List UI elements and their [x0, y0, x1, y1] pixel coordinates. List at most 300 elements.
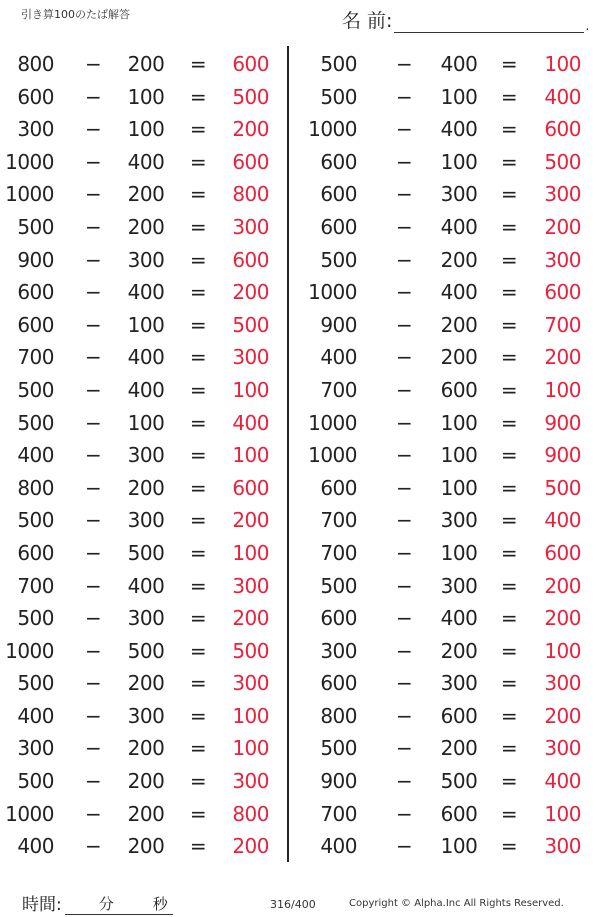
minuend: 1000 [5, 801, 54, 826]
minus-sign: − [396, 671, 413, 696]
equals-sign: = [500, 671, 518, 696]
problem-row [0, 635, 285, 668]
subtrahend: 200 [440, 638, 478, 663]
minuend: 1000 [5, 182, 54, 207]
equals-sign: = [500, 540, 518, 565]
problem-row [0, 178, 285, 211]
minus-sign: − [85, 606, 102, 631]
minuend: 900 [320, 769, 357, 794]
minus-sign: − [396, 247, 413, 272]
equals-sign: = [189, 410, 207, 435]
answer: 200 [232, 280, 269, 305]
answer: 500 [544, 475, 581, 500]
minus-sign: − [85, 573, 102, 598]
minuend: 800 [17, 52, 54, 76]
subtrahend: 300 [440, 508, 478, 533]
problem-row [0, 48, 285, 81]
subtrahend: 400 [440, 214, 478, 239]
minus-sign: − [396, 769, 413, 794]
answer: 200 [544, 214, 581, 239]
problem-row [0, 700, 285, 733]
minus-sign: − [396, 52, 413, 76]
equals-sign: = [189, 443, 207, 468]
answer: 100 [544, 638, 581, 663]
equals-sign: = [189, 703, 207, 728]
subtrahend: 100 [127, 117, 165, 142]
subtrahend: 200 [127, 834, 165, 859]
equals-sign: = [500, 214, 518, 239]
answer: 300 [544, 671, 581, 696]
equals-sign: = [189, 638, 207, 663]
minus-sign: − [396, 345, 413, 370]
subtrahend: 400 [127, 149, 165, 174]
minus-sign: − [396, 638, 413, 663]
minuend: 300 [320, 638, 357, 663]
answer: 300 [232, 345, 269, 370]
minuend: 700 [17, 573, 54, 598]
subtrahend: 200 [127, 52, 165, 76]
equals-sign: = [189, 280, 207, 305]
subtrahend: 300 [127, 703, 165, 728]
problem-row [312, 602, 597, 635]
answer: 700 [544, 312, 581, 337]
problem-row [312, 765, 597, 798]
problem-row [312, 635, 597, 668]
answer: 800 [232, 801, 269, 826]
problem-row [0, 504, 285, 537]
subtrahend: 600 [440, 703, 478, 728]
subtrahend: 200 [127, 214, 165, 239]
subtrahend: 200 [440, 247, 478, 272]
minuend: 500 [17, 508, 54, 533]
problem-row [312, 309, 597, 342]
minutes-label: 分 [98, 895, 114, 913]
minus-sign: − [85, 638, 102, 663]
answer: 300 [544, 182, 581, 207]
minus-sign: − [396, 443, 413, 468]
equals-sign: = [500, 475, 518, 500]
equals-sign: = [500, 508, 518, 533]
answer: 600 [232, 52, 269, 76]
problem-row [0, 765, 285, 798]
answer: 300 [232, 671, 269, 696]
minuend: 500 [17, 214, 54, 239]
equals-sign: = [189, 149, 207, 174]
answer: 200 [544, 703, 581, 728]
copyright-notice: Copyright © Alpha.Inc All Rights Reserved. [349, 898, 564, 909]
subtrahend: 500 [127, 638, 165, 663]
minus-sign: − [396, 736, 413, 761]
problem-row [312, 830, 597, 863]
equals-sign: = [500, 801, 518, 826]
equals-sign: = [189, 508, 207, 533]
minus-sign: − [396, 149, 413, 174]
problem-row [0, 667, 285, 700]
minuend: 600 [320, 475, 357, 500]
name-label: 名 前: [342, 10, 393, 32]
minuend: 300 [17, 117, 54, 142]
subtrahend: 600 [440, 377, 478, 402]
equals-sign: = [189, 117, 207, 142]
equals-sign: = [500, 117, 518, 142]
problem-row [0, 341, 285, 374]
subtrahend: 200 [127, 182, 165, 207]
equals-sign: = [189, 182, 207, 207]
equals-sign: = [500, 84, 518, 109]
subtrahend: 200 [127, 736, 165, 761]
problem-row [312, 374, 597, 407]
answer: 500 [232, 638, 269, 663]
equals-sign: = [189, 312, 207, 337]
minus-sign: − [85, 377, 102, 402]
minus-sign: − [396, 182, 413, 207]
answer: 200 [544, 573, 581, 598]
problem-row [308, 113, 597, 146]
subtrahend: 500 [127, 540, 165, 565]
equals-sign: = [500, 606, 518, 631]
problem-row [0, 602, 285, 635]
equals-sign: = [500, 638, 518, 663]
right-problem-column [308, 48, 597, 863]
minus-sign: − [85, 410, 102, 435]
subtrahend: 400 [440, 52, 478, 76]
answer: 300 [232, 573, 269, 598]
minuend: 1000 [308, 117, 357, 142]
minuend: 700 [320, 540, 357, 565]
minuend: 800 [320, 703, 357, 728]
answer: 400 [544, 508, 581, 533]
problem-row [0, 407, 285, 440]
minus-sign: − [85, 52, 102, 76]
subtrahend: 300 [127, 508, 165, 533]
subtrahend: 100 [440, 540, 478, 565]
minuend: 500 [17, 377, 54, 402]
subtrahend: 100 [127, 312, 165, 337]
problem-row [312, 732, 597, 765]
answer: 100 [232, 443, 269, 468]
subtrahend: 300 [440, 671, 478, 696]
seconds-label: 秒 [152, 895, 168, 913]
equals-sign: = [189, 377, 207, 402]
minuend: 400 [320, 345, 357, 370]
equals-sign: = [189, 573, 207, 598]
equals-sign: = [500, 247, 518, 272]
minuend: 600 [17, 540, 54, 565]
minus-sign: − [85, 671, 102, 696]
subtrahend: 200 [127, 671, 165, 696]
minuend: 600 [17, 280, 54, 305]
answer: 600 [544, 540, 581, 565]
subtrahend: 400 [440, 117, 478, 142]
answer: 500 [232, 84, 269, 109]
minus-sign: − [396, 508, 413, 533]
minus-sign: − [85, 84, 102, 109]
equals-sign: = [189, 606, 207, 631]
subtrahend: 100 [127, 84, 165, 109]
equals-sign: = [500, 703, 518, 728]
equals-sign: = [189, 475, 207, 500]
problem-row [0, 276, 285, 309]
minuend: 600 [320, 149, 357, 174]
answer: 300 [544, 834, 581, 859]
equals-sign: = [500, 834, 518, 859]
minuend: 900 [320, 312, 357, 337]
subtrahend: 300 [440, 182, 478, 207]
minuend: 1000 [308, 280, 357, 305]
answer: 500 [232, 312, 269, 337]
minus-sign: − [85, 280, 102, 305]
subtrahend: 300 [127, 247, 165, 272]
problem-row [312, 211, 597, 244]
subtrahend: 500 [440, 769, 478, 794]
minus-sign: − [396, 280, 413, 305]
minus-sign: − [396, 801, 413, 826]
subtrahend: 300 [127, 443, 165, 468]
problem-row [312, 472, 597, 505]
equals-sign: = [189, 769, 207, 794]
subtrahend: 300 [440, 573, 478, 598]
minuend: 300 [17, 736, 54, 761]
minuend: 400 [320, 834, 357, 859]
answer: 900 [544, 443, 581, 468]
answer: 900 [544, 410, 581, 435]
minuend: 500 [320, 84, 357, 109]
minuend: 600 [17, 84, 54, 109]
minuend: 1000 [5, 149, 54, 174]
equals-sign: = [500, 280, 518, 305]
equals-sign: = [189, 834, 207, 859]
subtrahend: 100 [440, 410, 478, 435]
answer: 600 [232, 149, 269, 174]
problem-row [0, 374, 285, 407]
answer: 100 [544, 801, 581, 826]
answer: 100 [544, 52, 581, 76]
problem-row [0, 472, 285, 505]
problem-row [0, 211, 285, 244]
answer: 300 [544, 736, 581, 761]
name-blank-line [394, 10, 584, 33]
minuend: 700 [17, 345, 54, 370]
subtrahend: 100 [127, 410, 165, 435]
subtrahend: 600 [440, 801, 478, 826]
time-label: 時間: [22, 895, 62, 915]
subtrahend: 200 [440, 736, 478, 761]
minus-sign: − [85, 247, 102, 272]
problem-row [0, 81, 285, 114]
minus-sign: − [85, 540, 102, 565]
equals-sign: = [189, 52, 207, 76]
minus-sign: − [396, 312, 413, 337]
minuend: 700 [320, 377, 357, 402]
minuend: 600 [320, 182, 357, 207]
minuend: 400 [17, 834, 54, 859]
problem-row [0, 113, 285, 146]
time-field [22, 890, 173, 915]
time-blank-line [65, 894, 173, 915]
equals-sign: = [500, 149, 518, 174]
minus-sign: − [396, 84, 413, 109]
equals-sign: = [500, 312, 518, 337]
equals-sign: = [500, 443, 518, 468]
page-number: 316/400 [270, 898, 316, 911]
minus-sign: − [85, 443, 102, 468]
equals-sign: = [500, 769, 518, 794]
answer: 600 [232, 475, 269, 500]
minuend: 500 [320, 247, 357, 272]
minuend: 800 [17, 475, 54, 500]
subtrahend: 400 [127, 377, 165, 402]
minuend: 1000 [308, 410, 357, 435]
equals-sign: = [189, 84, 207, 109]
answer: 200 [232, 117, 269, 142]
minus-sign: − [396, 703, 413, 728]
subtrahend: 400 [127, 345, 165, 370]
minus-sign: − [85, 736, 102, 761]
problem-row [0, 146, 285, 179]
minus-sign: − [396, 214, 413, 239]
minuend: 1000 [5, 638, 54, 663]
equals-sign: = [500, 410, 518, 435]
equals-sign: = [500, 377, 518, 402]
minuend: 600 [320, 671, 357, 696]
answer: 200 [232, 834, 269, 859]
answer: 500 [544, 149, 581, 174]
answer: 400 [232, 410, 269, 435]
problem-row [0, 732, 285, 765]
minuend: 900 [17, 247, 54, 272]
minus-sign: − [85, 149, 102, 174]
answer: 600 [544, 117, 581, 142]
answer: 300 [544, 247, 581, 272]
minus-sign: − [85, 703, 102, 728]
answer: 600 [232, 247, 269, 272]
equals-sign: = [189, 540, 207, 565]
minuend: 500 [17, 769, 54, 794]
minus-sign: − [396, 573, 413, 598]
equals-sign: = [189, 736, 207, 761]
equals-sign: = [500, 736, 518, 761]
minus-sign: − [85, 182, 102, 207]
equals-sign: = [500, 182, 518, 207]
equals-sign: = [189, 801, 207, 826]
answer: 100 [232, 377, 269, 402]
subtrahend: 100 [440, 443, 478, 468]
subtrahend: 200 [127, 769, 165, 794]
answer: 200 [232, 508, 269, 533]
answer: 200 [544, 345, 581, 370]
minuend: 600 [320, 214, 357, 239]
problem-row [312, 341, 597, 374]
problem-row [0, 537, 285, 570]
equals-sign: = [500, 52, 518, 76]
minus-sign: − [85, 475, 102, 500]
minus-sign: − [85, 769, 102, 794]
answer: 100 [544, 377, 581, 402]
subtrahend: 100 [440, 834, 478, 859]
answer: 400 [544, 769, 581, 794]
equals-sign: = [189, 671, 207, 696]
problem-row [0, 830, 285, 863]
minuend: 700 [320, 508, 357, 533]
name-field [342, 6, 589, 33]
column-divider [287, 46, 289, 862]
problem-row [0, 798, 285, 831]
minus-sign: − [396, 834, 413, 859]
answer: 100 [232, 736, 269, 761]
minus-sign: − [396, 117, 413, 142]
equals-sign: = [500, 573, 518, 598]
minuend: 500 [17, 671, 54, 696]
subtrahend: 400 [127, 280, 165, 305]
name-end-mark: . [585, 19, 590, 33]
subtrahend: 100 [440, 475, 478, 500]
minus-sign: − [85, 508, 102, 533]
left-problem-column [0, 48, 285, 863]
problem-row [0, 570, 285, 603]
problem-row [312, 81, 597, 114]
subtrahend: 200 [127, 801, 165, 826]
subtrahend: 200 [440, 312, 478, 337]
minuend: 500 [17, 410, 54, 435]
minus-sign: − [396, 606, 413, 631]
equals-sign: = [189, 247, 207, 272]
minuend: 1000 [308, 443, 357, 468]
subtrahend: 400 [440, 280, 478, 305]
minus-sign: − [85, 117, 102, 142]
problem-row [312, 700, 597, 733]
problem-row [0, 439, 285, 472]
problem-row [0, 244, 285, 277]
minuend: 700 [320, 801, 357, 826]
minuend: 600 [17, 312, 54, 337]
minus-sign: − [396, 475, 413, 500]
worksheet-title: 引き算100のたば解答 [21, 8, 130, 21]
subtrahend: 300 [127, 606, 165, 631]
subtrahend: 100 [440, 84, 478, 109]
minus-sign: − [85, 834, 102, 859]
problem-row [308, 276, 597, 309]
subtrahend: 200 [440, 345, 478, 370]
minuend: 500 [17, 606, 54, 631]
answer: 300 [232, 769, 269, 794]
equals-sign: = [500, 345, 518, 370]
problem-row [308, 439, 597, 472]
answer: 100 [232, 703, 269, 728]
answer: 400 [544, 84, 581, 109]
problem-row [312, 667, 597, 700]
minus-sign: − [85, 312, 102, 337]
problem-row [312, 146, 597, 179]
subtrahend: 100 [440, 149, 478, 174]
problem-row [312, 537, 597, 570]
subtrahend: 200 [127, 475, 165, 500]
minus-sign: − [85, 801, 102, 826]
problem-row [312, 48, 597, 81]
subtrahend: 400 [440, 606, 478, 631]
minus-sign: − [396, 540, 413, 565]
answer: 800 [232, 182, 269, 207]
minus-sign: − [85, 214, 102, 239]
answer: 100 [232, 540, 269, 565]
problem-row [312, 570, 597, 603]
problem-row [312, 244, 597, 277]
problem-row [0, 309, 285, 342]
answer: 200 [544, 606, 581, 631]
minuend: 500 [320, 736, 357, 761]
answer: 200 [232, 606, 269, 631]
problem-row [312, 504, 597, 537]
minus-sign: − [85, 345, 102, 370]
